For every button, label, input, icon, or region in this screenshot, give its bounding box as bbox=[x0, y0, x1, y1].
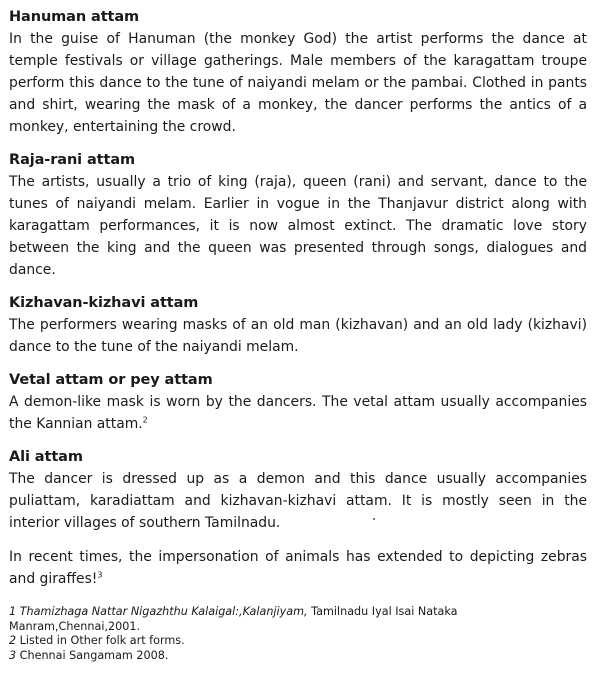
footnote-text: Listed in Other folk art forms. bbox=[16, 634, 185, 647]
section-heading: Hanuman attam bbox=[9, 9, 140, 25]
footnote-reference: 2 bbox=[142, 415, 148, 425]
footnote-title: Thamizhaga Nattar Nigazhthu Kalaigal:,Kalanjiyam, bbox=[19, 605, 308, 618]
footnote-number: 2 bbox=[9, 634, 17, 647]
closing-paragraph bbox=[9, 546, 587, 590]
section-heading: Kizhavan-kizhavi attam bbox=[9, 295, 199, 311]
footnote-item bbox=[9, 634, 587, 649]
section-body: The dancer is dressed up as a demon and this dance usually accompanies puliattam, karadiattam and kizhavan-kizhavi attam. It is mostly seen in the interior villages of southern Tamilnadu. bbox=[9, 471, 587, 531]
footnote-reference: 3 bbox=[97, 570, 103, 580]
footnote-item bbox=[9, 605, 587, 634]
section-body: In the guise of Hanuman (the monkey God) the artist performs the dance at temple festivals or village gatherings. Male members of the karagattam troupe perform this dance to the tune of naiyandi melam or the pambai. Clothed in pants and shirt, wearing the mask of a monkey, the dancer performs the antics of a monkey, entertaining the crowd. bbox=[9, 31, 587, 135]
section-body-text: A demon-like mask is worn by the dancers. The vetal attam usually accompanies the Kannian attam. bbox=[9, 394, 587, 432]
closing-text: In recent times, the impersonation of animals has extended to depicting zebras and giraffes! bbox=[9, 549, 587, 587]
document-page bbox=[9, 7, 587, 663]
section-body bbox=[9, 391, 587, 435]
footnote-text: Chennai Sangamam 2008. bbox=[16, 648, 169, 662]
section-hanuman-attam bbox=[9, 7, 587, 138]
scan-speck bbox=[373, 518, 375, 520]
section-heading: Ali attam bbox=[9, 449, 83, 465]
section-heading: Raja-rani attam bbox=[9, 152, 136, 168]
footnote-item bbox=[9, 649, 587, 664]
section-heading: Vetal attam or pey attam bbox=[9, 372, 213, 388]
section-body: The performers wearing masks of an old man (kizhavan) and an old lady (kizhavi) dance to the tune of the naiyandi melam. bbox=[9, 317, 587, 355]
footnote-number: 1 bbox=[9, 605, 17, 618]
section-body: The artists, usually a trio of king (raja), queen (rani) and servant, dance to the tunes of naiyandi melam. Earlier in vogue in the Thanjavur district along with karagattam performances, it is now almost extinct. The dramatic love story between the king and the queen was presented through songs, dialogues and dance. bbox=[9, 174, 587, 278]
footnote-text: Tamilnadu Iyal Isai Nataka Manram,Chennai,2001. bbox=[9, 605, 458, 633]
section-ali-attam bbox=[9, 447, 587, 534]
section-vetal-attam bbox=[9, 370, 587, 435]
section-kizhavan-kizhavi-attam bbox=[9, 293, 587, 358]
footnotes bbox=[9, 605, 587, 663]
section-raja-rani-attam bbox=[9, 150, 587, 281]
footnote-number: 3 bbox=[9, 648, 17, 662]
